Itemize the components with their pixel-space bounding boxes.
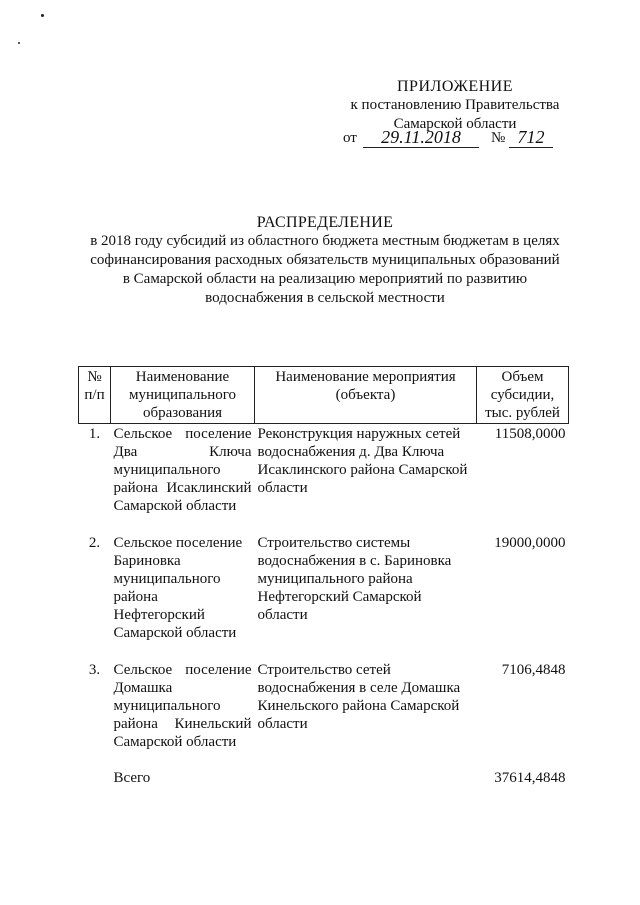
row-num: 3.	[88, 662, 101, 678]
header-amount: Объем субсидии, тыс. рублей	[477, 367, 569, 424]
number-prefix: №	[491, 130, 506, 146]
table-row	[79, 424, 569, 534]
total-spacer	[255, 769, 477, 787]
row-event: Реконструкция наружных сетей водоснабжения д. Два Ключа Исаклинского района Самарской области	[257, 426, 468, 496]
heading-line: в 2018 году субсидий из областного бюджета местным бюджетам в целях	[90, 233, 560, 249]
row-amount: 11508,0000	[494, 426, 566, 442]
scan-speck	[41, 14, 44, 17]
header-num: № п/п	[79, 367, 111, 424]
total-label: Всего	[113, 770, 151, 786]
handwritten-date: 29.11.2018	[363, 127, 479, 148]
row-amount: 19000,0000	[494, 535, 566, 551]
total-row	[79, 769, 569, 787]
row-municipality: Сельское поселение Домашка муниципального района Кинельский Самарской области	[113, 662, 252, 750]
header-municipality: Наименование муниципального образования	[111, 367, 255, 424]
subsidy-table	[78, 366, 569, 787]
heading-line: водоснабжения в сельской местности	[205, 290, 445, 306]
heading-line: софинансирования расходных обязательств муниципальных образований	[90, 252, 560, 268]
handwritten-number: 712	[509, 127, 553, 148]
total-amount: 37614,4848	[494, 770, 566, 786]
row-event: Строительство системы водоснабжения в с. Бариновка муниципального района Нефтегорский Самарской области	[257, 535, 452, 623]
appendix-line: к постановлению Правительства	[350, 97, 560, 113]
document-heading	[80, 213, 570, 308]
row-amount: 7106,4848	[501, 662, 566, 678]
row-event: Строительство сетей водоснабжения в селе Домашка Кинельского района Самарской области	[257, 662, 461, 732]
appendix-block	[340, 77, 570, 134]
total-spacer	[79, 769, 111, 787]
appendix-line: Самарской области	[393, 116, 517, 132]
row-num: 2.	[88, 535, 101, 551]
table-header-row	[79, 367, 569, 424]
table-row	[79, 533, 569, 660]
row-municipality: Сельское поселение Бариновка муниципального района Нефтегорский Самарской области	[113, 535, 243, 641]
row-municipality: Сельское поселение Два Ключа муниципального района Исаклинский Самарской области	[113, 426, 252, 514]
date-prefix: от	[343, 130, 357, 146]
appendix-title: ПРИЛОЖЕНИЕ	[396, 78, 513, 95]
heading-line: в Самарской области на реализацию мероприятий по развитию	[122, 271, 528, 287]
date-number-line	[343, 127, 573, 152]
header-event: Наименование мероприятия (объекта)	[255, 367, 477, 424]
row-num: 1.	[88, 426, 101, 442]
table-row	[79, 660, 569, 769]
scan-speck	[18, 42, 20, 44]
heading-title: РАСПРЕДЕЛЕНИЕ	[256, 214, 394, 231]
